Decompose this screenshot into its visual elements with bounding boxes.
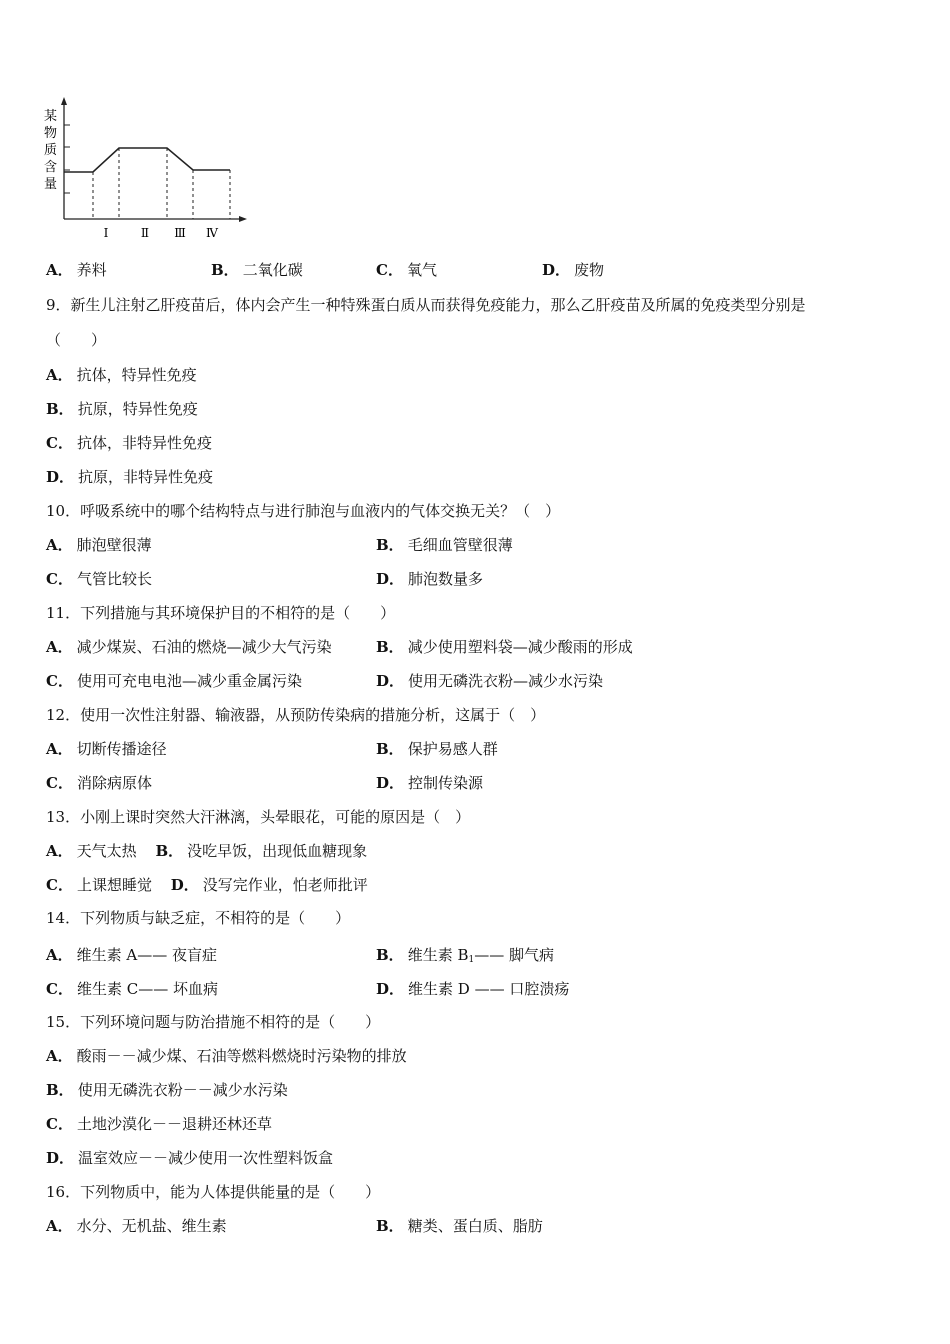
option-d[interactable]: D． 肺泡数量多 [376, 570, 484, 588]
option-c[interactable]: C． 氧气 [376, 261, 437, 279]
question-stem: 9．新生儿注射乙肝疫苗后，体内会产生一种特殊蛋白质从而获得免疫能力，那么乙肝疫苗及所属的免疫类型分别是 [46, 296, 806, 314]
option-d[interactable]: D． 使用无磷洗衣粉—减少水污染 [376, 672, 604, 690]
option-b[interactable]: B． 减少使用塑料袋—减少酸雨的形成 [376, 638, 633, 656]
option-a[interactable]: A． 维生素 A—— 夜盲症 [46, 946, 218, 964]
y-axis-label-char: 物 [44, 126, 58, 141]
x-tick-label: Ⅲ [174, 226, 186, 240]
question-stem: 13．小刚上课时突然大汗淋漓，头晕眼花，可能的原因是（ ） [46, 808, 471, 826]
y-axis-label-char: 量 [44, 177, 58, 192]
x-axis-arrow [239, 216, 247, 222]
option-a[interactable]: A． 酸雨－－减少煤、石油等燃料燃烧时污染物的排放 [46, 1047, 407, 1065]
y-axis-arrow [61, 97, 67, 105]
option-a[interactable]: A． 养料 [46, 261, 107, 279]
option-b[interactable]: B． 糖类、蛋白质、脂肪 [376, 1217, 543, 1235]
question-stem: 16．下列物质中，能为人体提供能量的是（ ） [46, 1183, 381, 1201]
option-c[interactable]: C． 上课想睡觉 [46, 876, 152, 894]
option-d[interactable]: D． 抗原，非特异性免疫 [46, 468, 214, 486]
question-stem: 15．下列环境问题与防治措施不相符的是（ ） [46, 1013, 381, 1031]
option-c[interactable]: C． 消除病原体 [46, 774, 152, 792]
y-axis-label-char: 质 [44, 143, 58, 158]
option-d[interactable]: D． 温室效应－－减少使用一次性塑料饭盒 [46, 1149, 334, 1167]
x-tick-label: Ⅱ [140, 226, 150, 240]
option-b[interactable]: B． 毛细血管壁很薄 [376, 536, 513, 554]
content-curve [64, 148, 230, 172]
option-d[interactable]: D． 废物 [542, 261, 605, 279]
answer-paren: （ ） [46, 331, 107, 349]
option-b[interactable]: B． 没吃早饭，出现低血糖现象 [155, 842, 368, 860]
option-d[interactable]: D． 维生素 D —— 口腔溃疡 [376, 980, 570, 998]
x-tick-label: Ⅰ [103, 226, 109, 240]
option-d[interactable]: D． 没写完作业，怕老师批评 [170, 876, 368, 894]
option-c[interactable]: C． 维生素 C—— 坏血病 [46, 980, 218, 998]
option-b[interactable]: B． 保护易感人群 [376, 740, 498, 758]
option-b[interactable]: B． 抗原，特异性免疫 [46, 400, 198, 418]
option-a[interactable]: A． 减少煤炭、石油的燃烧—减少大气污染 [46, 638, 332, 656]
question-stem: 14．下列物质与缺乏症，不相符的是（ ） [46, 909, 351, 927]
question-stem: 12．使用一次性注射器、输液器，从预防传染病的措施分析，这属于（ ） [46, 706, 546, 724]
x-tick-label: Ⅳ [206, 226, 218, 240]
y-axis-label-char: 某 [44, 109, 58, 124]
option-b[interactable]: B． 二氧化碳 [211, 261, 303, 279]
option-b[interactable]: B． 使用无磷洗衣粉－－减少水污染 [46, 1081, 288, 1099]
substance-content-graph [40, 95, 255, 245]
option-a[interactable]: A． 肺泡壁很薄 [46, 536, 152, 554]
option-a[interactable]: A． 天气太热 [46, 842, 137, 860]
options-row [46, 841, 367, 861]
y-axis-label-char: 含 [44, 160, 58, 175]
option-c[interactable]: C． 抗体，非特异性免疫 [46, 434, 212, 452]
option-b[interactable]: B． 维生素 $B_1——$ 脚气病 [376, 946, 554, 965]
option-a[interactable]: A． 抗体，特异性免疫 [46, 366, 197, 384]
question-stem: 11．下列措施与其环境保护目的不相符的是（ ） [46, 604, 396, 622]
question-stem: 10．呼吸系统中的哪个结构特点与进行肺泡与血液内的气体交换无关？（ ） [46, 502, 561, 520]
options-row [46, 875, 368, 895]
option-a[interactable]: A． 水分、无机盐、维生素 [46, 1217, 227, 1235]
option-c[interactable]: C． 气管比较长 [46, 570, 152, 588]
option-d[interactable]: D． 控制传染源 [376, 774, 484, 792]
option-a[interactable]: A． 切断传播途径 [46, 740, 167, 758]
option-c[interactable]: C． 土地沙漠化－－退耕还林还草 [46, 1115, 272, 1133]
option-c[interactable]: C． 使用可充电电池—减少重金属污染 [46, 672, 302, 690]
